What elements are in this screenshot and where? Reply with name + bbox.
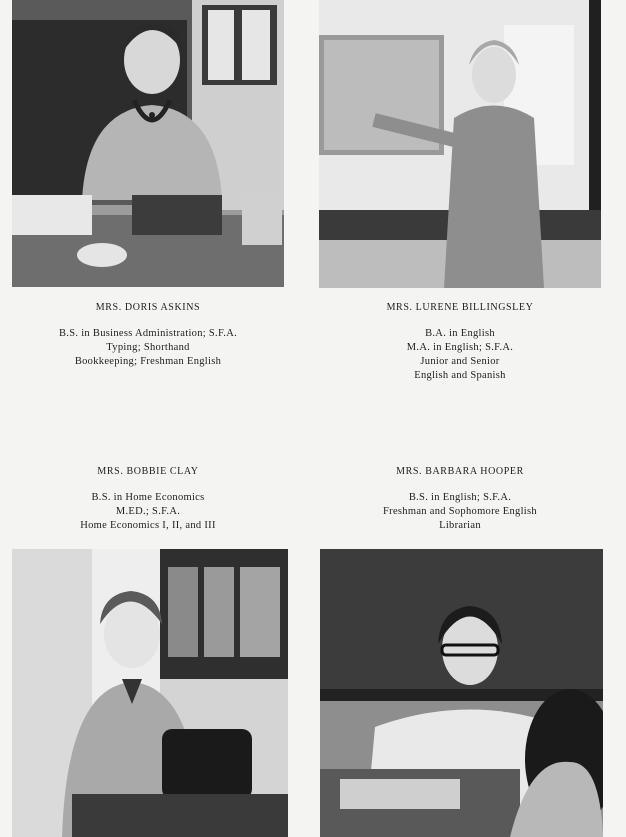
photo-doris-askins: [12, 0, 284, 287]
credential-line: B.S. in English; S.F.A.: [408, 492, 512, 503]
credential-line: B.S. in Business Administration; S.F.A.: [58, 328, 237, 339]
credential-line: Home Economics I, II, and III: [80, 520, 216, 531]
credential-line: Bookkeeping; Freshman English: [74, 356, 222, 367]
caption-lurene-billingsley: [319, 301, 601, 383]
teacher-name: MRS. DORIS ASKINS: [95, 302, 201, 313]
teacher-name: MRS. BARBARA HOOPER: [396, 466, 524, 477]
photo-bobbie-clay: [12, 549, 288, 837]
credential-line: M.A. in English; S.F.A.: [406, 342, 514, 353]
credential-line: Librarian: [439, 520, 481, 531]
teacher-name: MRS. LURENE BILLINGSLEY: [386, 302, 534, 313]
photo-barbara-hooper: [320, 549, 603, 837]
credential-line: B.S. in Home Economics: [91, 492, 205, 503]
caption-bobbie-clay: [12, 465, 284, 533]
credential-line: Junior and Senior: [420, 356, 500, 367]
teacher-name: MRS. BOBBIE CLAY: [97, 466, 199, 477]
credential-line: M.ED.; S.F.A.: [115, 506, 181, 517]
caption-doris-askins: [12, 301, 284, 369]
photo-lurene-billingsley: [319, 0, 601, 288]
credential-line: B.A. in English: [425, 328, 495, 339]
caption-barbara-hooper: [319, 465, 601, 533]
credential-line: English and Spanish: [414, 370, 506, 381]
credential-line: Typing; Shorthand: [106, 342, 190, 353]
credential-line: Freshman and Sophomore English: [383, 506, 537, 517]
